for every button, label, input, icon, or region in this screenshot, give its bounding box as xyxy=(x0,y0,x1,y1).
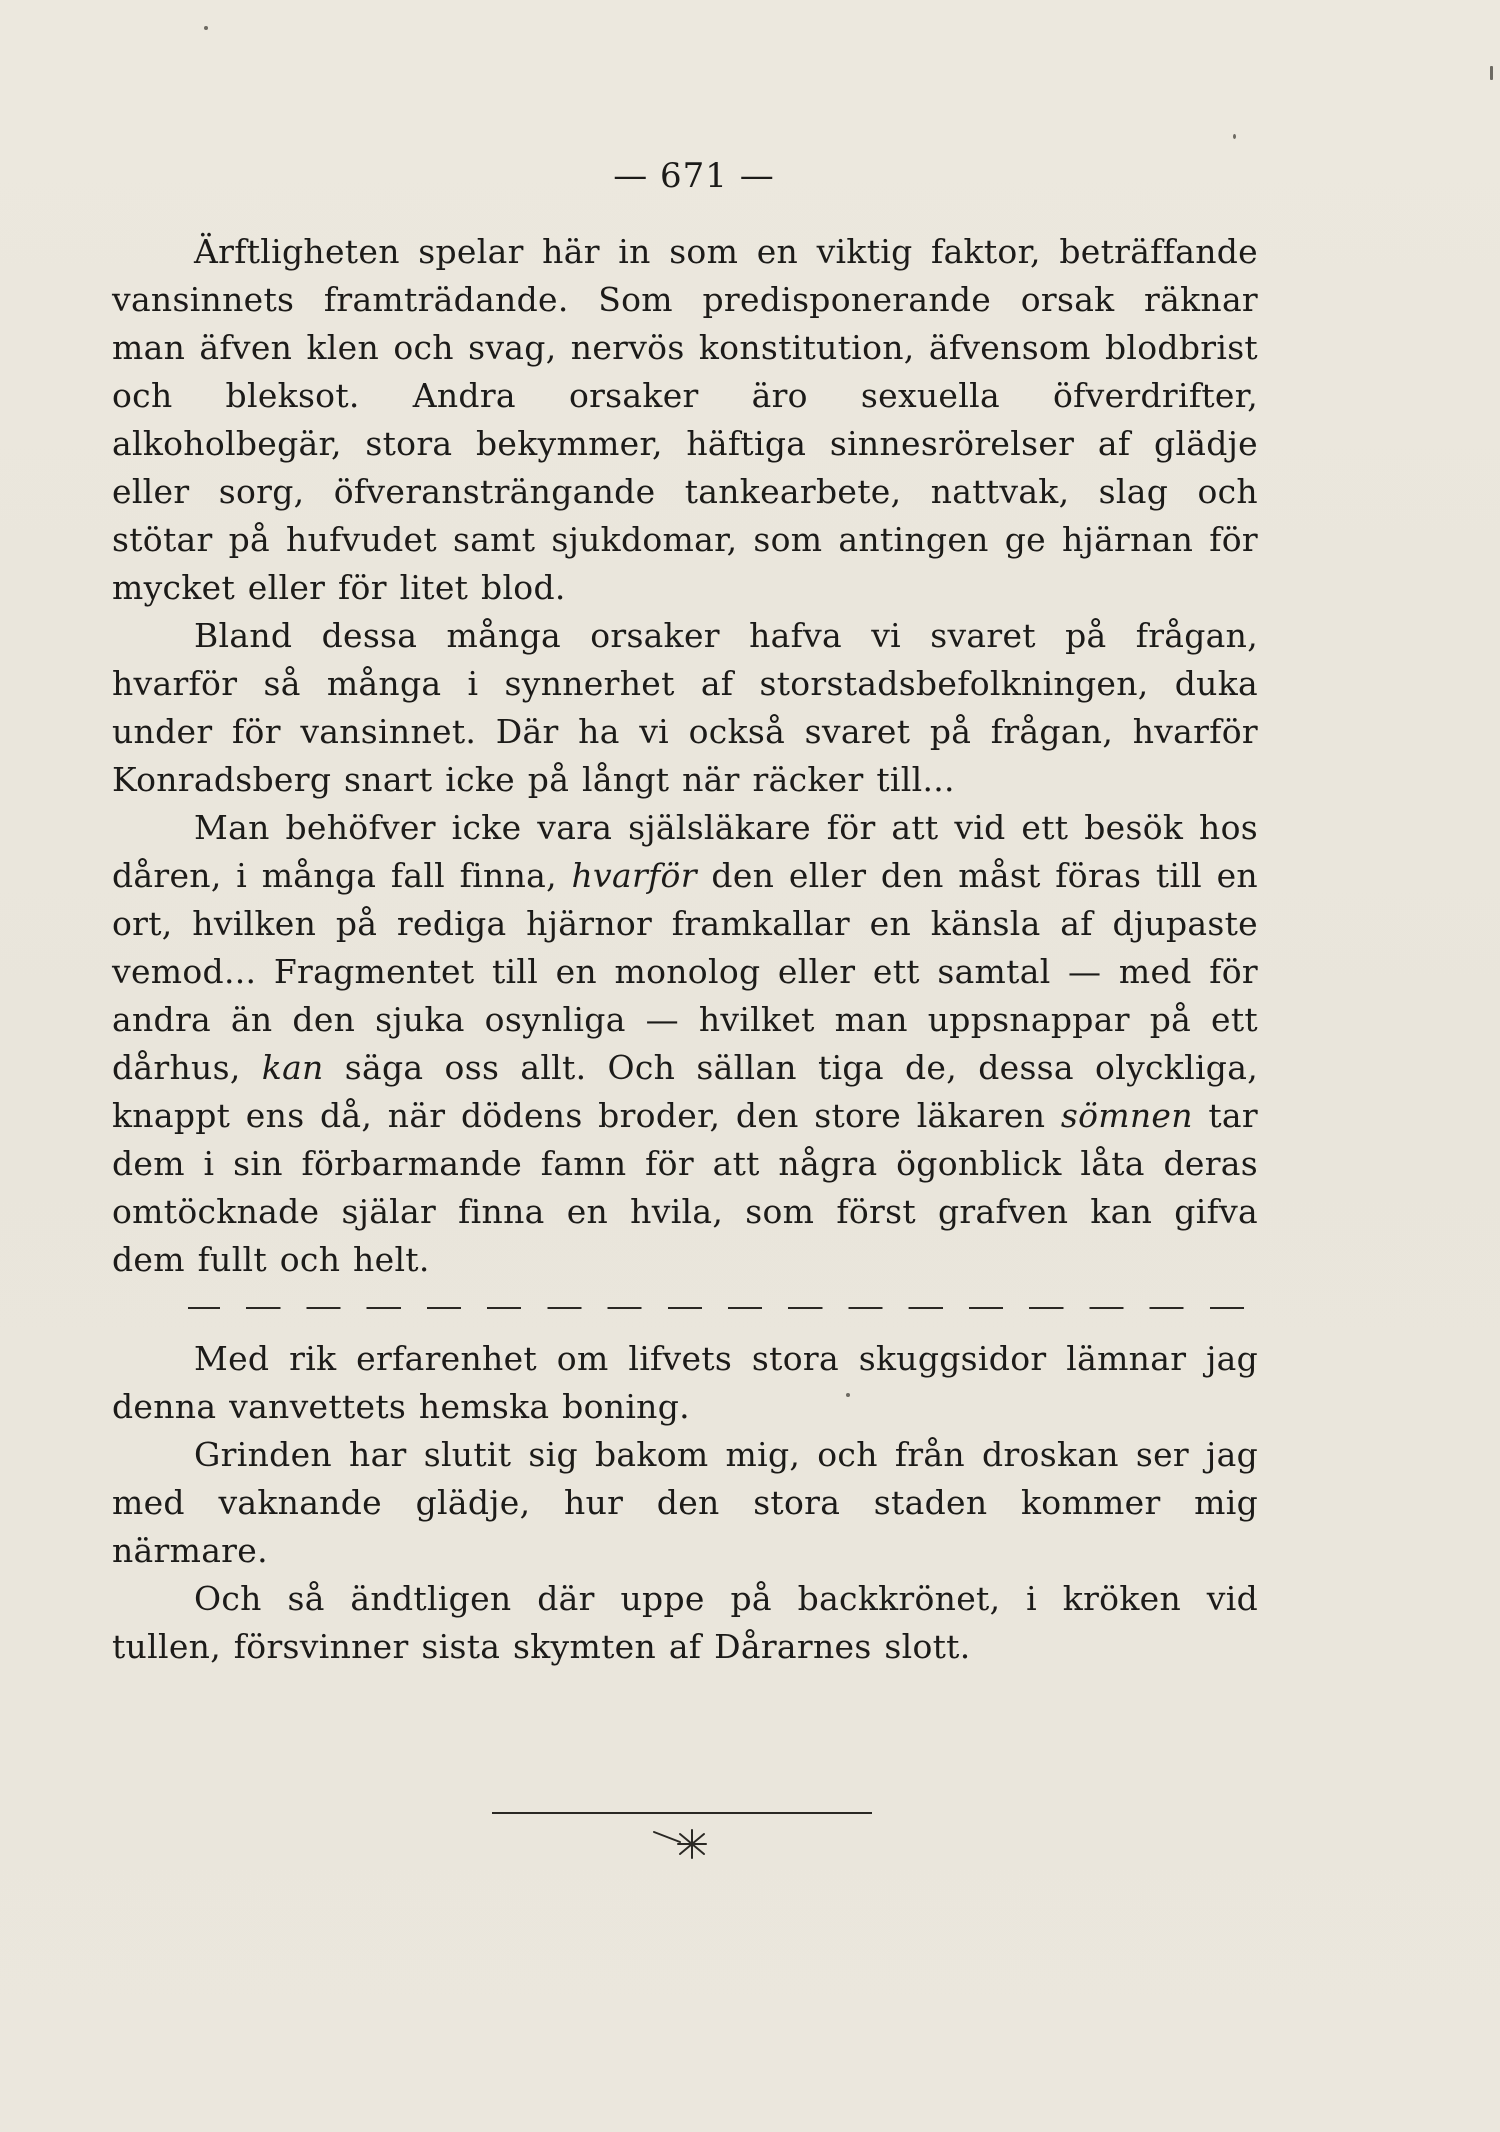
paragraph-heredity: Ärftligheten spelar här in som en viktig faktor, beträffande vansinnets framträdande. Som predisponerande orsak räknar man äfven klen och svag, nervös konstitution, äfvensom blodbrist och bleksot. Andra orsaker äro sexuella öfverdrifter, alkoholbegär, stora bekymmer, häftiga sinnesrörelser af glädje eller sorg, öfveransträngande tankearbete, nattvak, slag och stötar på hufvudet samt sjukdomar, som antingen ge hjärnan för mycket eller för litet blod. xyxy=(112,232,1258,607)
page-number: — 671 — xyxy=(613,156,775,196)
closing-text-block xyxy=(112,1335,1258,1671)
paragraph-madhouse xyxy=(112,804,1258,1284)
paragraph-farewell: Och så ändtligen där uppe på backkrönet, i kröken vid tullen, försvinner sista skymten af Dårarnes slott. xyxy=(112,1579,1258,1666)
paper-speck xyxy=(846,1393,850,1397)
paper-speck xyxy=(1233,134,1236,139)
paragraph-gate: Grinden har slutit sig bakom mig, och från droskan ser jag med vaknande glädje, hur den stora staden kommer mig närmare. xyxy=(112,1435,1258,1570)
paragraph-text: tar dem i sin förbarmande famn för att några ögonblick låta deras omtöcknade själar finna en hvila, som först grafven kan gifva dem fullt och helt. xyxy=(112,1096,1258,1279)
paragraph-text: säga oss allt. Och sällan tiga de, dessa olyckliga, knappt ens då, när dödens broder, den store läkaren xyxy=(112,1048,1258,1135)
end-rule xyxy=(492,1812,872,1814)
paragraph-leaving: Med rik erfarenhet om lifvets stora skuggsidor lämnar jag denna vanvettets hemska boning. xyxy=(112,1339,1258,1426)
paragraph-text: den eller den måst föras till en ort, hvilken på rediga hjärnor framkallar en känsla af djupaste vemod... Fragmentet till en monolog eller ett samtal — med för andra än den sjuka osynliga — hvilket man uppsnappar på ett dårhus, xyxy=(112,856,1258,1087)
paragraph-causes: Bland dessa många orsaker hafva vi svaret på frågan, hvarför så många i synnerhet af storstadsbefolkningen, duka under för vansinnet. Där ha vi också svaret på frågan, hvarför Konradsberg snart icke på långt när räcker till... xyxy=(112,616,1258,799)
paragraph-text: Man behöfver icke vara själsläkare för att vid ett besök hos dåren, i många fall finna, xyxy=(112,808,1258,895)
italic-word: hvarför xyxy=(571,856,697,895)
dashed-section-divider xyxy=(188,1307,1258,1309)
italic-word: sömnen xyxy=(1060,1096,1193,1135)
paper-speck xyxy=(1490,66,1493,80)
asterisk-ornament-icon xyxy=(650,1824,720,1864)
main-text-block xyxy=(112,228,1258,1284)
paper-speck xyxy=(204,26,208,30)
italic-word: kan xyxy=(261,1048,324,1087)
